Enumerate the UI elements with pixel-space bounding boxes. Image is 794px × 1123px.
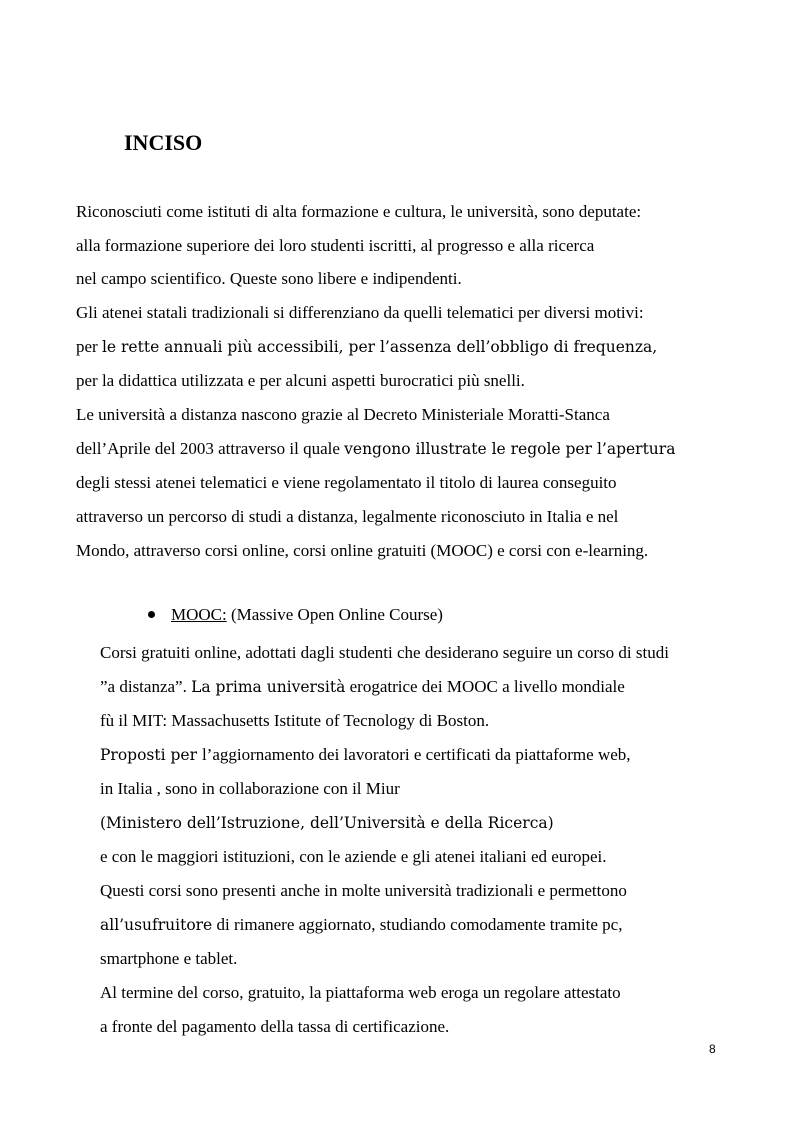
paragraph-line: nel campo scientifico. Queste sono libere e indipendenti. xyxy=(76,269,462,288)
text-run: le rette annuali più accessibili, per l’assenza dell’obbligo di frequenza, xyxy=(101,338,658,356)
paragraph-line: Questi corsi sono presenti anche in molte università tradizionali e permettono xyxy=(100,881,627,900)
paragraph-line xyxy=(100,914,622,936)
paragraph-line: in Italia , sono in collaborazione con il Miur xyxy=(100,779,400,798)
paragraph-line: Le università a distanza nascono grazie al Decreto Ministeriale Moratti-Stanca xyxy=(76,405,610,424)
paragraph-line: smartphone e tablet. xyxy=(100,949,238,968)
text-run: Proposti per xyxy=(100,746,202,764)
text-run: per xyxy=(76,337,102,356)
text-run: La prima università xyxy=(191,678,346,696)
paragraph-line: per la didattica utilizzata e per alcuni aspetti burocratici più snelli. xyxy=(76,371,525,390)
paragraph-line: attraverso un percorso di studi a distanza, legalmente riconosciuto in Italia e nel xyxy=(76,507,619,526)
paragraph-line xyxy=(76,438,675,460)
mooc-expansion: (Massive Open Online Course) xyxy=(226,605,443,624)
text-run: all’usufruitore xyxy=(100,916,213,934)
text-run: ”a distanza”. xyxy=(100,677,192,696)
text-run: di rimanere aggiornato, studiando comodamente tramite pc, xyxy=(212,915,623,934)
paragraph-line: degli stessi atenei telematici e viene regolamentato il titolo di laurea conseguito xyxy=(76,473,617,492)
paragraph-line: Riconosciuti come istituti di alta formazione e cultura, le università, sono deputate: xyxy=(76,202,642,221)
text-run: vengono illustrate le regole per l’apertura xyxy=(344,440,676,458)
paragraph-line: alla formazione superiore dei loro studenti iscritti, al progresso e alla ricerca xyxy=(76,236,595,255)
text-run: l’aggiornamento dei lavoratori e certificati da piattaforme web, xyxy=(201,745,631,764)
paragraph-line: Al termine del corso, gratuito, la piattaforma web eroga un regolare attestato xyxy=(100,983,621,1002)
paragraph-line: fù il MIT: Massachusetts Istitute of Tecnology di Boston. xyxy=(100,711,490,730)
paragraph-line: a fronte del pagamento della tassa di certificazione. xyxy=(100,1017,450,1036)
mooc-bullet xyxy=(148,604,443,626)
paragraph-line xyxy=(100,744,631,766)
text-run: dell’Aprile del 2003 attraverso il quale xyxy=(76,439,345,458)
mooc-term: MOOC: xyxy=(171,605,227,624)
paragraph-line: Mondo, attraverso corsi online, corsi online gratuiti (MOOC) e corsi con e-learning. xyxy=(76,541,649,560)
paragraph-line xyxy=(76,336,657,358)
paragraph-line: (Ministero dell’Istruzione, dell’Università e della Ricerca) xyxy=(100,814,554,832)
paragraph-line: Gli atenei statali tradizionali si differenziano da quelli telematici per diversi motivi: xyxy=(76,303,644,322)
paragraph-line: Corsi gratuiti online, adottati dagli studenti che desiderano seguire un corso di studi xyxy=(100,643,669,662)
page-number: 8 xyxy=(709,1042,716,1056)
paragraph-line xyxy=(100,676,625,698)
page-title: INCISO xyxy=(124,130,203,155)
paragraph-line: e con le maggiori istituzioni, con le aziende e gli atenei italiani ed europei. xyxy=(100,847,607,866)
bullet-icon xyxy=(148,611,155,618)
text-run: erogatrice dei MOOC a livello mondiale xyxy=(345,677,625,696)
